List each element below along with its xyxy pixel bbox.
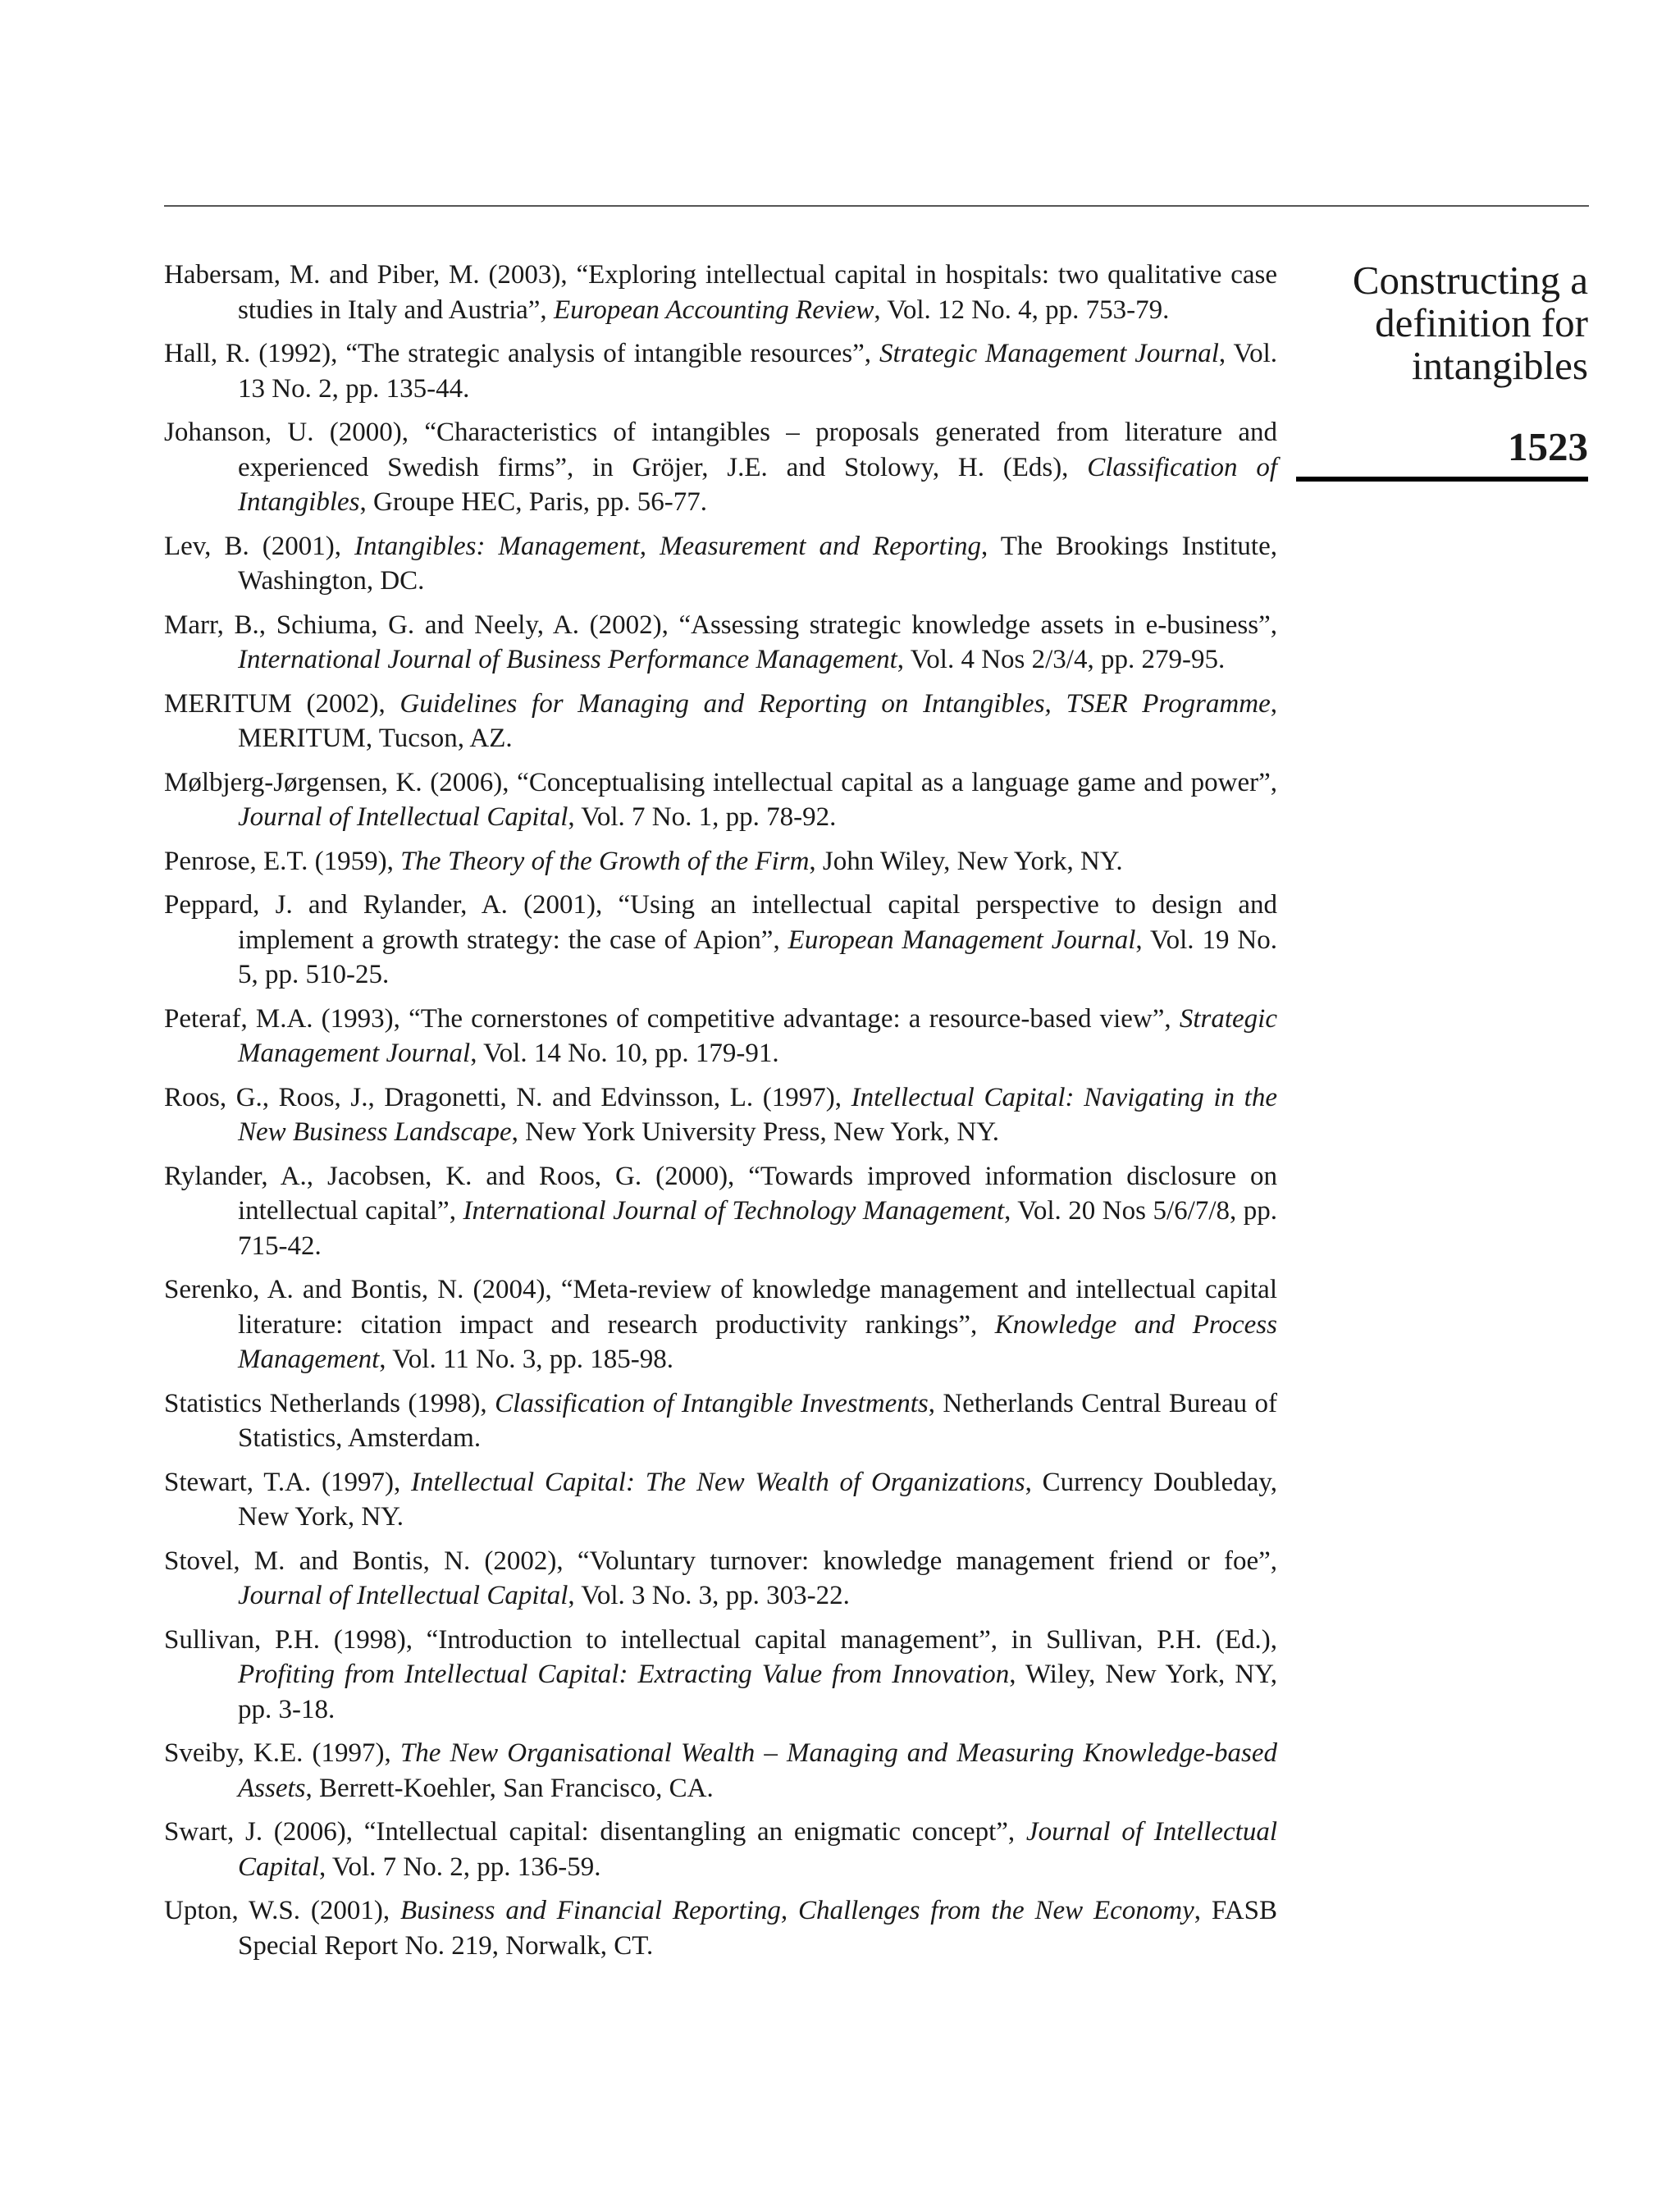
reference-entry	[164, 765, 1277, 835]
reference-text: Lev, B. (2001),	[164, 531, 354, 561]
reference-source-title: Classification of Intangible Investments	[495, 1388, 929, 1418]
reference-text: , Vol. 7 No. 2, pp. 136-59.	[319, 1852, 601, 1882]
reference-entry	[164, 529, 1277, 599]
reference-text: , Vol. 7 No. 1, pp. 78-92.	[568, 802, 837, 832]
reference-text: , Groupe HEC, Paris, pp. 56-77.	[359, 487, 707, 517]
reference-entry	[164, 1544, 1277, 1614]
reference-entry	[164, 1815, 1277, 1884]
reference-source-title: International Journal of Business Performance Management	[238, 645, 897, 674]
reference-text: Habersam, M. and Piber, M. (2003), “Exploring intellectual capital in hospitals: two qualitative case studies in Italy and Austria”,	[164, 260, 1277, 325]
reference-entry	[164, 1080, 1277, 1150]
reference-text: , The Brookings Institute, Washington, DC.	[238, 531, 1277, 596]
reference-text: Penrose, E.T. (1959),	[164, 846, 401, 876]
reference-source-title: Intellectual Capital: The New Wealth of Organizations	[410, 1467, 1025, 1497]
reference-text: , Vol. 19 No. 5, pp. 510-25.	[238, 925, 1277, 989]
page-number-rule	[1296, 477, 1588, 482]
reference-entry	[164, 415, 1277, 520]
running-head-title-line: intangibles	[1411, 343, 1588, 388]
reference-text: , Wiley, New York, NY, pp. 3-18.	[238, 1660, 1277, 1724]
reference-text: Swart, J. (2006), “Intellectual capital: disentangling an enigmatic concept”,	[164, 1817, 1026, 1847]
reference-text: , Vol. 13 No. 2, pp. 135-44.	[238, 339, 1277, 404]
reference-source-title: Intangibles: Management, Measurement and Reporting	[354, 531, 982, 561]
reference-list	[164, 258, 1277, 1963]
reference-source-title: Strategic Management Journal	[238, 1003, 1277, 1068]
reference-text: , Vol. 12 No. 4, pp. 753-79.	[874, 295, 1170, 325]
reference-text: , Vol. 4 Nos 2/3/4, pp. 279-95.	[897, 645, 1226, 674]
reference-text: Stovel, M. and Bontis, N. (2002), “Voluntary turnover: knowledge management friend or foe”,	[164, 1546, 1277, 1576]
reference-text: Peteraf, M.A. (1993), “The cornerstones of competitive advantage: a resource-based view”,	[164, 1003, 1180, 1034]
reference-entry	[164, 1736, 1277, 1806]
reference-source-title: European Management Journal	[788, 925, 1136, 955]
reference-text: , MERITUM, Tucson, AZ.	[238, 688, 1277, 753]
reference-entry	[164, 687, 1277, 756]
reference-source-title: European Accounting Review	[553, 295, 874, 325]
reference-source-title: International Journal of Technology Management	[463, 1196, 1005, 1226]
reference-text: Peppard, J. and Rylander, A. (2001), “Using an intellectual capital perspective to design and implement a growth strategy: the case of Apion”,	[164, 890, 1277, 955]
reference-text: Serenko, A. and Bontis, N. (2004), “Meta-review of knowledge management and intellectual capital literature: citation impact and research productivity rankings”,	[164, 1275, 1277, 1340]
reference-text: , New York University Press, New York, NY.	[511, 1117, 1000, 1147]
running-head-title	[1296, 259, 1588, 387]
reference-entry	[164, 1002, 1277, 1071]
reference-source-title: The New Organisational Wealth – Managing and Measuring Knowledge-based Assets	[238, 1738, 1278, 1803]
reference-entry	[164, 844, 1277, 879]
reference-entry	[164, 1893, 1277, 1963]
reference-source-title: Classification of Intangibles	[238, 452, 1277, 517]
reference-text: , Netherlands Central Bureau of Statistics, Amsterdam.	[238, 1388, 1278, 1453]
header-rule	[164, 205, 1589, 207]
reference-entry	[164, 1465, 1277, 1535]
running-head-title-line: Constructing a	[1352, 258, 1588, 303]
reference-source-title: Business and Financial Reporting, Challenges from the New Economy	[399, 1896, 1194, 1925]
reference-source-title: Strategic Management Journal	[879, 339, 1219, 368]
reference-text: , Vol. 20 Nos 5/6/7/8, pp. 715-42.	[238, 1196, 1277, 1261]
reference-source-title: Journal of Intellectual Capital	[238, 1817, 1277, 1882]
reference-entry	[164, 1272, 1277, 1377]
reference-source-title: Journal of Intellectual Capital	[238, 802, 568, 832]
reference-entry	[164, 258, 1277, 327]
reference-text: Roos, G., Roos, J., Dragonetti, N. and Edvinsson, L. (1997),	[164, 1082, 851, 1112]
reference-text: Stewart, T.A. (1997),	[164, 1467, 411, 1497]
reference-text: Upton, W.S. (2001),	[164, 1896, 400, 1925]
reference-text: , Vol. 14 No. 10, pp. 179-91.	[470, 1039, 779, 1068]
reference-entry	[164, 1386, 1277, 1456]
reference-text: , Vol. 3 No. 3, pp. 303-22.	[568, 1581, 850, 1610]
reference-entry	[164, 888, 1277, 993]
running-head	[1296, 259, 1588, 482]
page-number: 1523	[1508, 424, 1588, 469]
reference-source-title: Profiting from Intellectual Capital: Extracting Value from Innovation	[238, 1660, 1010, 1689]
reference-source-title: Knowledge and Process Management	[238, 1309, 1277, 1374]
reference-source-title: Journal of Intellectual Capital	[238, 1581, 568, 1610]
reference-text: , FASB Special Report No. 219, Norwalk, CT.	[238, 1896, 1277, 1961]
reference-entry	[164, 1159, 1277, 1264]
reference-text: , Currency Doubleday, New York, NY.	[238, 1467, 1278, 1532]
reference-text: , John Wiley, New York, NY.	[809, 846, 1123, 876]
reference-text: Johanson, U. (2000), “Characteristics of intangibles – proposals generated from literature and experienced Swedish firms”, in Gröjer, J.E. and Stolowy, H. (Eds),	[164, 418, 1277, 482]
reference-text: , Berrett-Koehler, San Francisco, CA.	[305, 1773, 714, 1803]
reference-text: Sveiby, K.E. (1997),	[164, 1738, 400, 1768]
reference-source-title: Intellectual Capital: Navigating in the New Business Landscape	[238, 1082, 1277, 1147]
reference-text: Hall, R. (1992), “The strategic analysis of intangible resources”,	[164, 339, 879, 368]
reference-text: Sullivan, P.H. (1998), “Introduction to intellectual capital management”, in Sullivan, P.H. (Ed.),	[164, 1624, 1277, 1655]
reference-entry	[164, 608, 1277, 678]
reference-entry	[164, 336, 1277, 406]
reference-source-title: The Theory of the Growth of the Firm	[400, 846, 810, 876]
reference-entry	[164, 1623, 1277, 1728]
reference-source-title: Guidelines for Managing and Reporting on Intangibles, TSER Programme	[399, 688, 1271, 719]
reference-text: MERITUM (2002),	[164, 688, 400, 719]
running-head-title-line: definition for	[1375, 300, 1588, 345]
reference-text: Statistics Netherlands (1998),	[164, 1388, 495, 1418]
reference-text: Mølbjerg-Jørgensen, K. (2006), “Conceptualising intellectual capital as a language game and power”,	[164, 767, 1277, 797]
reference-text: Rylander, A., Jacobsen, K. and Roos, G. (2000), “Towards improved information disclosure on intellectual capital”,	[164, 1161, 1277, 1226]
reference-text: Marr, B., Schiuma, G. and Neely, A. (2002), “Assessing strategic knowledge assets in e-business”,	[164, 610, 1277, 640]
reference-text: , Vol. 11 No. 3, pp. 185-98.	[379, 1345, 674, 1374]
